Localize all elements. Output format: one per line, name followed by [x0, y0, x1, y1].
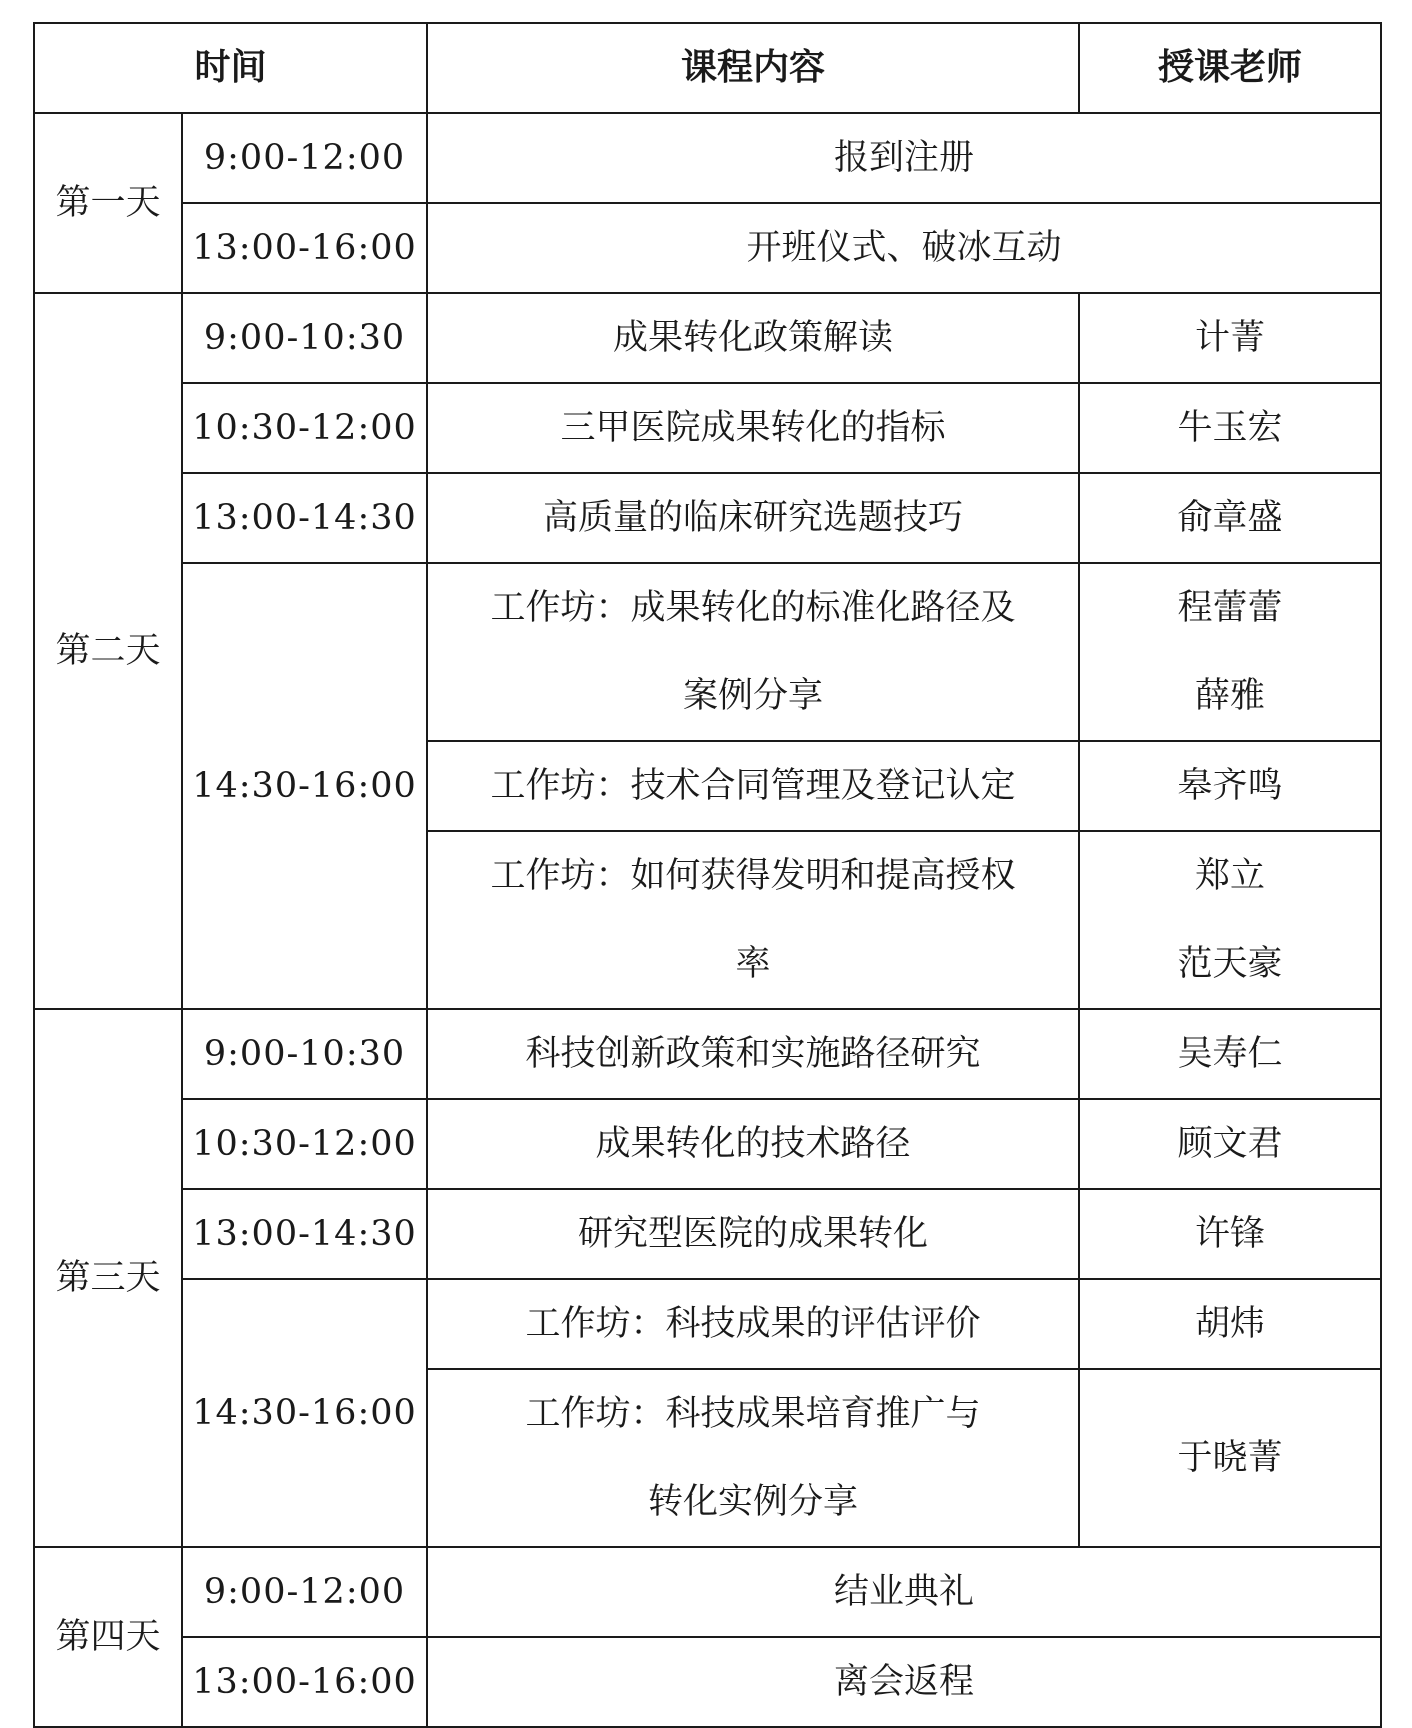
course-cell: 高质量的临床研究选题技巧	[427, 473, 1079, 563]
table-row	[34, 1547, 1381, 1637]
time-cell: 10:30-12:00	[182, 1099, 427, 1189]
teacher-cell: 计菁	[1079, 293, 1381, 383]
time-cell: 10:30-12:00	[182, 383, 427, 473]
course-cell	[427, 563, 1079, 741]
teacher-cell: 俞章盛	[1079, 473, 1381, 563]
course-cell: 三甲医院成果转化的指标	[427, 383, 1079, 473]
teacher-cell	[1079, 1369, 1381, 1547]
time-cell: 13:00-14:30	[182, 1189, 427, 1279]
course-line: 工作坊：科技成果的评估评价	[525, 1304, 981, 1344]
teacher-line: 胡炜	[1195, 1304, 1266, 1344]
course-line: 工作坊：科技成果培育推广与	[525, 1394, 981, 1434]
teacher-cell: 牛玉宏	[1079, 383, 1381, 473]
table-row	[34, 203, 1381, 293]
course-cell: 成果转化的技术路径	[427, 1099, 1079, 1189]
course-line: 率	[735, 944, 771, 984]
table-row	[34, 1189, 1381, 1279]
table-row	[34, 1009, 1381, 1099]
teacher-cell: 吴寿仁	[1079, 1009, 1381, 1099]
course-cell: 科技创新政策和实施路径研究	[427, 1009, 1079, 1099]
table-row	[34, 293, 1381, 383]
day-cell: 第二天	[34, 293, 182, 1009]
course-cell	[427, 831, 1079, 1009]
day-cell: 第一天	[34, 113, 182, 293]
teacher-line: 于晓菁	[1177, 1438, 1283, 1478]
teacher-cell: 顾文君	[1079, 1099, 1381, 1189]
course-cell	[427, 741, 1079, 831]
time-cell: 9:00-12:00	[182, 113, 427, 203]
course-line: 案例分享	[683, 676, 824, 716]
time-cell: 9:00-10:30	[182, 293, 427, 383]
time-cell: 9:00-12:00	[182, 1547, 427, 1637]
course-cell: 离会返程	[427, 1637, 1381, 1727]
course-cell	[427, 1369, 1079, 1547]
course-line: 工作坊：如何获得发明和提高授权	[490, 856, 1016, 896]
table-row	[34, 563, 1381, 652]
teacher-cell	[1079, 831, 1381, 1009]
course-cell: 研究型医院的成果转化	[427, 1189, 1079, 1279]
time-cell: 9:00-10:30	[182, 1009, 427, 1099]
day-cell: 第三天	[34, 1009, 182, 1547]
course-cell: 开班仪式、破冰互动	[427, 203, 1381, 293]
course-cell: 成果转化政策解读	[427, 293, 1079, 383]
day-cell: 第四天	[34, 1547, 182, 1727]
teacher-line: 范天豪	[1177, 944, 1283, 984]
time-cell: 13:00-14:30	[182, 473, 427, 563]
header-teacher: 授课老师	[1079, 23, 1381, 113]
table-row	[34, 473, 1381, 563]
teacher-line: 薛雅	[1195, 676, 1266, 716]
time-cell: 14:30-16:00	[182, 563, 427, 1009]
teacher-cell	[1079, 563, 1381, 741]
teacher-cell	[1079, 741, 1381, 831]
table-row	[34, 1637, 1381, 1727]
table-row	[34, 1279, 1381, 1369]
teacher-cell: 许锋	[1079, 1189, 1381, 1279]
table-row	[34, 383, 1381, 473]
table-row	[34, 113, 1381, 203]
header-row	[34, 23, 1381, 113]
course-cell	[427, 1279, 1079, 1369]
teacher-line: 皋齐鸣	[1177, 766, 1283, 806]
table-row	[34, 1099, 1381, 1189]
course-line: 工作坊：技术合同管理及登记认定	[490, 766, 1016, 806]
course-line: 工作坊：成果转化的标准化路径及	[490, 588, 1016, 628]
course-line: 转化实例分享	[648, 1482, 859, 1522]
course-schedule-table	[33, 22, 1382, 1728]
teacher-line: 郑立	[1195, 856, 1266, 896]
time-cell: 14:30-16:00	[182, 1279, 427, 1547]
course-cell: 报到注册	[427, 113, 1381, 203]
header-time: 时间	[34, 23, 427, 113]
time-cell: 13:00-16:00	[182, 203, 427, 293]
teacher-cell	[1079, 1279, 1381, 1369]
header-course: 课程内容	[427, 23, 1079, 113]
time-cell: 13:00-16:00	[182, 1637, 427, 1727]
teacher-line: 程蕾蕾	[1177, 588, 1283, 628]
course-cell: 结业典礼	[427, 1547, 1381, 1637]
